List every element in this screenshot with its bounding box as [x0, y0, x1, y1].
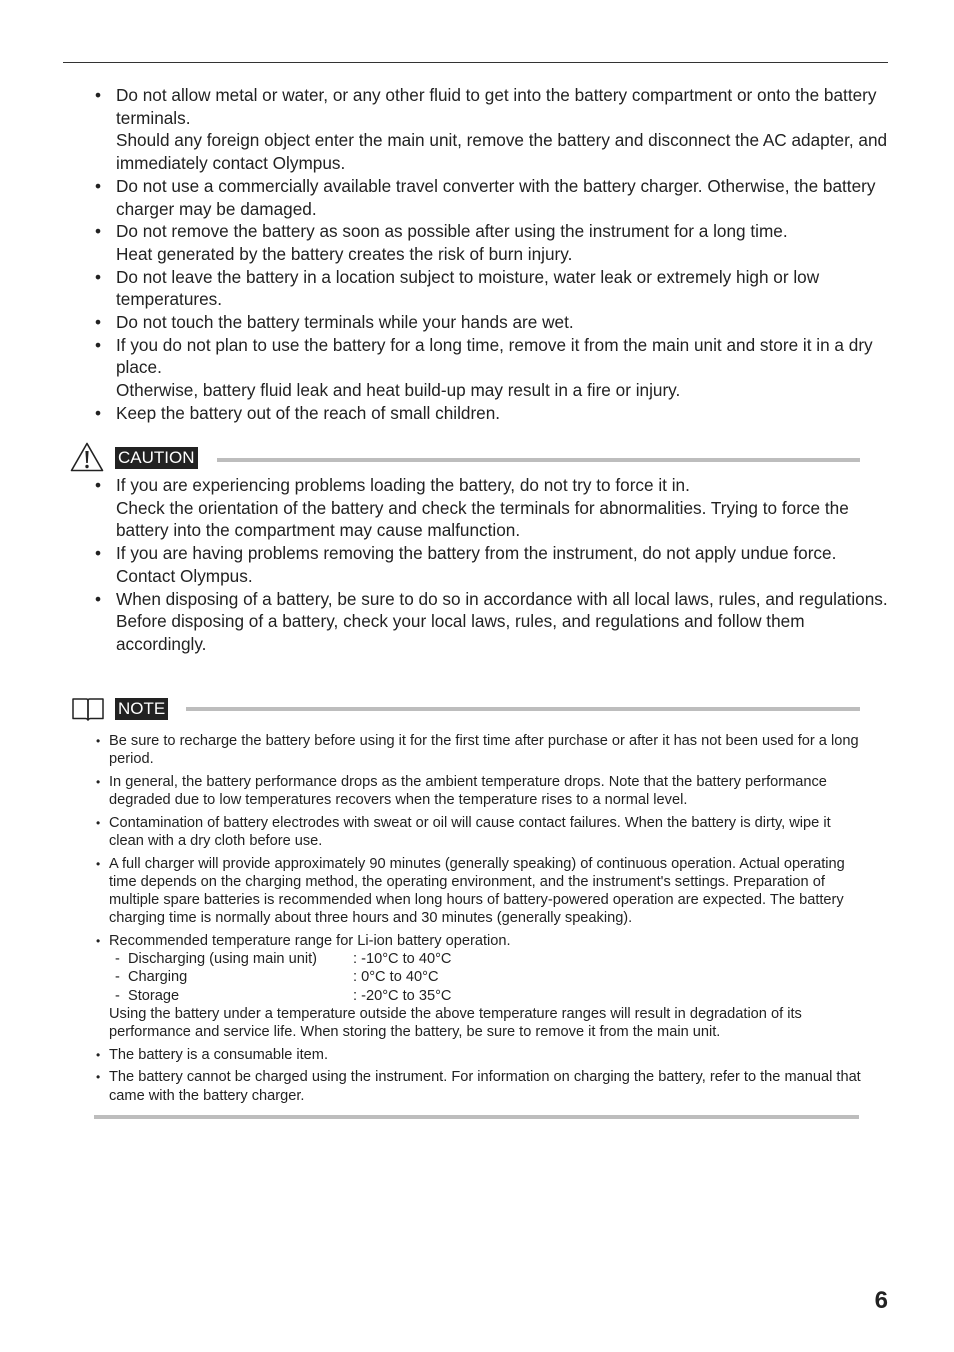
caution-text: • When disposing of a battery, be sure to do so in accordance with all local laws, rules, and regulations.	[116, 588, 888, 609]
book-icon	[71, 696, 105, 722]
range-dash: -	[115, 987, 120, 1004]
warning-text: • Do not leave the battery in a location subject to moisture, water leak or extremely high or low temperatures.	[116, 266, 820, 310]
warning-item	[94, 175, 888, 220]
range-label: Discharging (using main unit)	[128, 951, 317, 968]
note-item	[94, 932, 864, 1041]
note-text: • The battery cannot be charged using the instrument. For information on charging the battery, refer to the manual that came with the battery charger.	[109, 1069, 861, 1104]
warning-item	[94, 334, 888, 402]
warning-item	[94, 402, 888, 425]
note-label: NOTE	[115, 698, 168, 720]
warning-item	[94, 220, 888, 265]
caution-list	[94, 474, 888, 656]
note-rule	[186, 707, 860, 711]
note-item	[94, 1068, 864, 1104]
temperature-range-row	[115, 968, 864, 986]
warning-list	[94, 84, 888, 425]
range-label: Storage	[128, 987, 180, 1004]
warning-text: • Do not allow metal or water, or any other fluid to get into the battery compartment or onto the battery terminals.	[116, 85, 877, 128]
note-list	[94, 732, 864, 1109]
note-header	[70, 694, 860, 724]
note-item	[94, 855, 864, 928]
range-value: : 0°C to 40°C	[353, 969, 439, 986]
range-dash: -	[115, 969, 120, 986]
caution-text: • If you are experiencing problems loading the battery, do not try to force it in.	[116, 475, 690, 495]
caution-rule	[217, 458, 860, 462]
caution-text: • If you are having problems removing the battery from the instrument, do not apply undue force.	[116, 543, 837, 564]
note-item	[94, 732, 864, 768]
warning-text: • Do not use a commercially available travel converter with the battery charger. Otherwise, the battery charger may be damaged.	[116, 175, 876, 219]
warning-text: Otherwise, battery fluid leak and heat build-up may result in a fire or injury.	[116, 380, 681, 401]
top-rule	[63, 62, 888, 63]
note-text: • A full charger will provide approximately 90 minutes (generally speaking) of continuous operation. Actual operating time depends on the charging method, the operating environment, and the instrument's settings. Preparation of multiple spare batteries is recommended when long hours of battery-powered operation are expected. The battery charging time is normally about three hours and 30 minutes (generally speaking).	[109, 855, 845, 927]
warning-text: Should any foreign object enter the main unit, remove the battery and disconnect the AC adapter, and immediately contact Olympus.	[116, 130, 888, 174]
bottom-rule	[94, 1115, 859, 1119]
warning-text: Heat generated by the battery creates the risk of burn injury.	[116, 243, 573, 264]
caution-item	[94, 588, 888, 656]
caution-item	[94, 474, 888, 542]
warning-text: • Do not remove the battery as soon as possible after using the instrument for a long time.	[116, 221, 788, 242]
caution-text: Before disposing of a battery, check your local laws, rules, and regulations and follow them accordingly.	[116, 611, 805, 654]
warning-item	[94, 84, 888, 175]
warning-item	[94, 266, 888, 311]
note-text: • Recommended temperature range for Li-ion battery operation.	[109, 933, 511, 950]
temperature-range-row	[115, 950, 864, 968]
note-item	[94, 1046, 864, 1064]
range-value: : -20°C to 35°C	[353, 987, 452, 1004]
caution-text: Contact Olympus.	[116, 565, 253, 586]
range-label: Charging	[128, 969, 188, 986]
note-text: • Be sure to recharge the battery before using it for the first time after purchase or after it has not been used for a long period.	[109, 733, 859, 768]
note-item	[94, 814, 864, 850]
note-text: • In general, the battery performance drops as the ambient temperature drops. Note that the battery performance degraded due to low temperatures recovers when the temperature rises to a normal level.	[109, 773, 827, 809]
page-number: 6	[874, 1287, 888, 1314]
caution-label: CAUTION	[115, 447, 198, 469]
warning-text: • If you do not plan to use the battery for a long time, remove it from the main unit and store it in a dry place.	[116, 334, 873, 378]
warning-triangle-icon	[70, 442, 104, 472]
range-dash: -	[115, 951, 120, 968]
warning-item	[94, 311, 888, 334]
note-item	[94, 773, 864, 809]
warning-text: • Keep the battery out of the reach of small children.	[116, 402, 501, 423]
note-text: Using the battery under a temperature outside the above temperature ranges will result in degradation of its performance and service life. When storing the battery, be sure to remove it from the main unit.	[109, 1005, 802, 1041]
temperature-range-row	[115, 987, 864, 1005]
range-value: : -10°C to 40°C	[353, 951, 452, 968]
caution-item	[94, 542, 888, 587]
note-text: • The battery is a consumable item.	[109, 1046, 329, 1063]
note-text: • Contamination of battery electrodes with sweat or oil will cause contact failures. When the battery is dirty, wipe it clean with a dry cloth before use.	[109, 814, 831, 850]
caution-header	[70, 442, 860, 472]
caution-text: Check the orientation of the battery and check the terminals for abnormalities. Trying to force the battery into the compartment may cause malfunction.	[116, 497, 849, 541]
warning-text: • Do not touch the battery terminals while your hands are wet.	[116, 312, 574, 333]
